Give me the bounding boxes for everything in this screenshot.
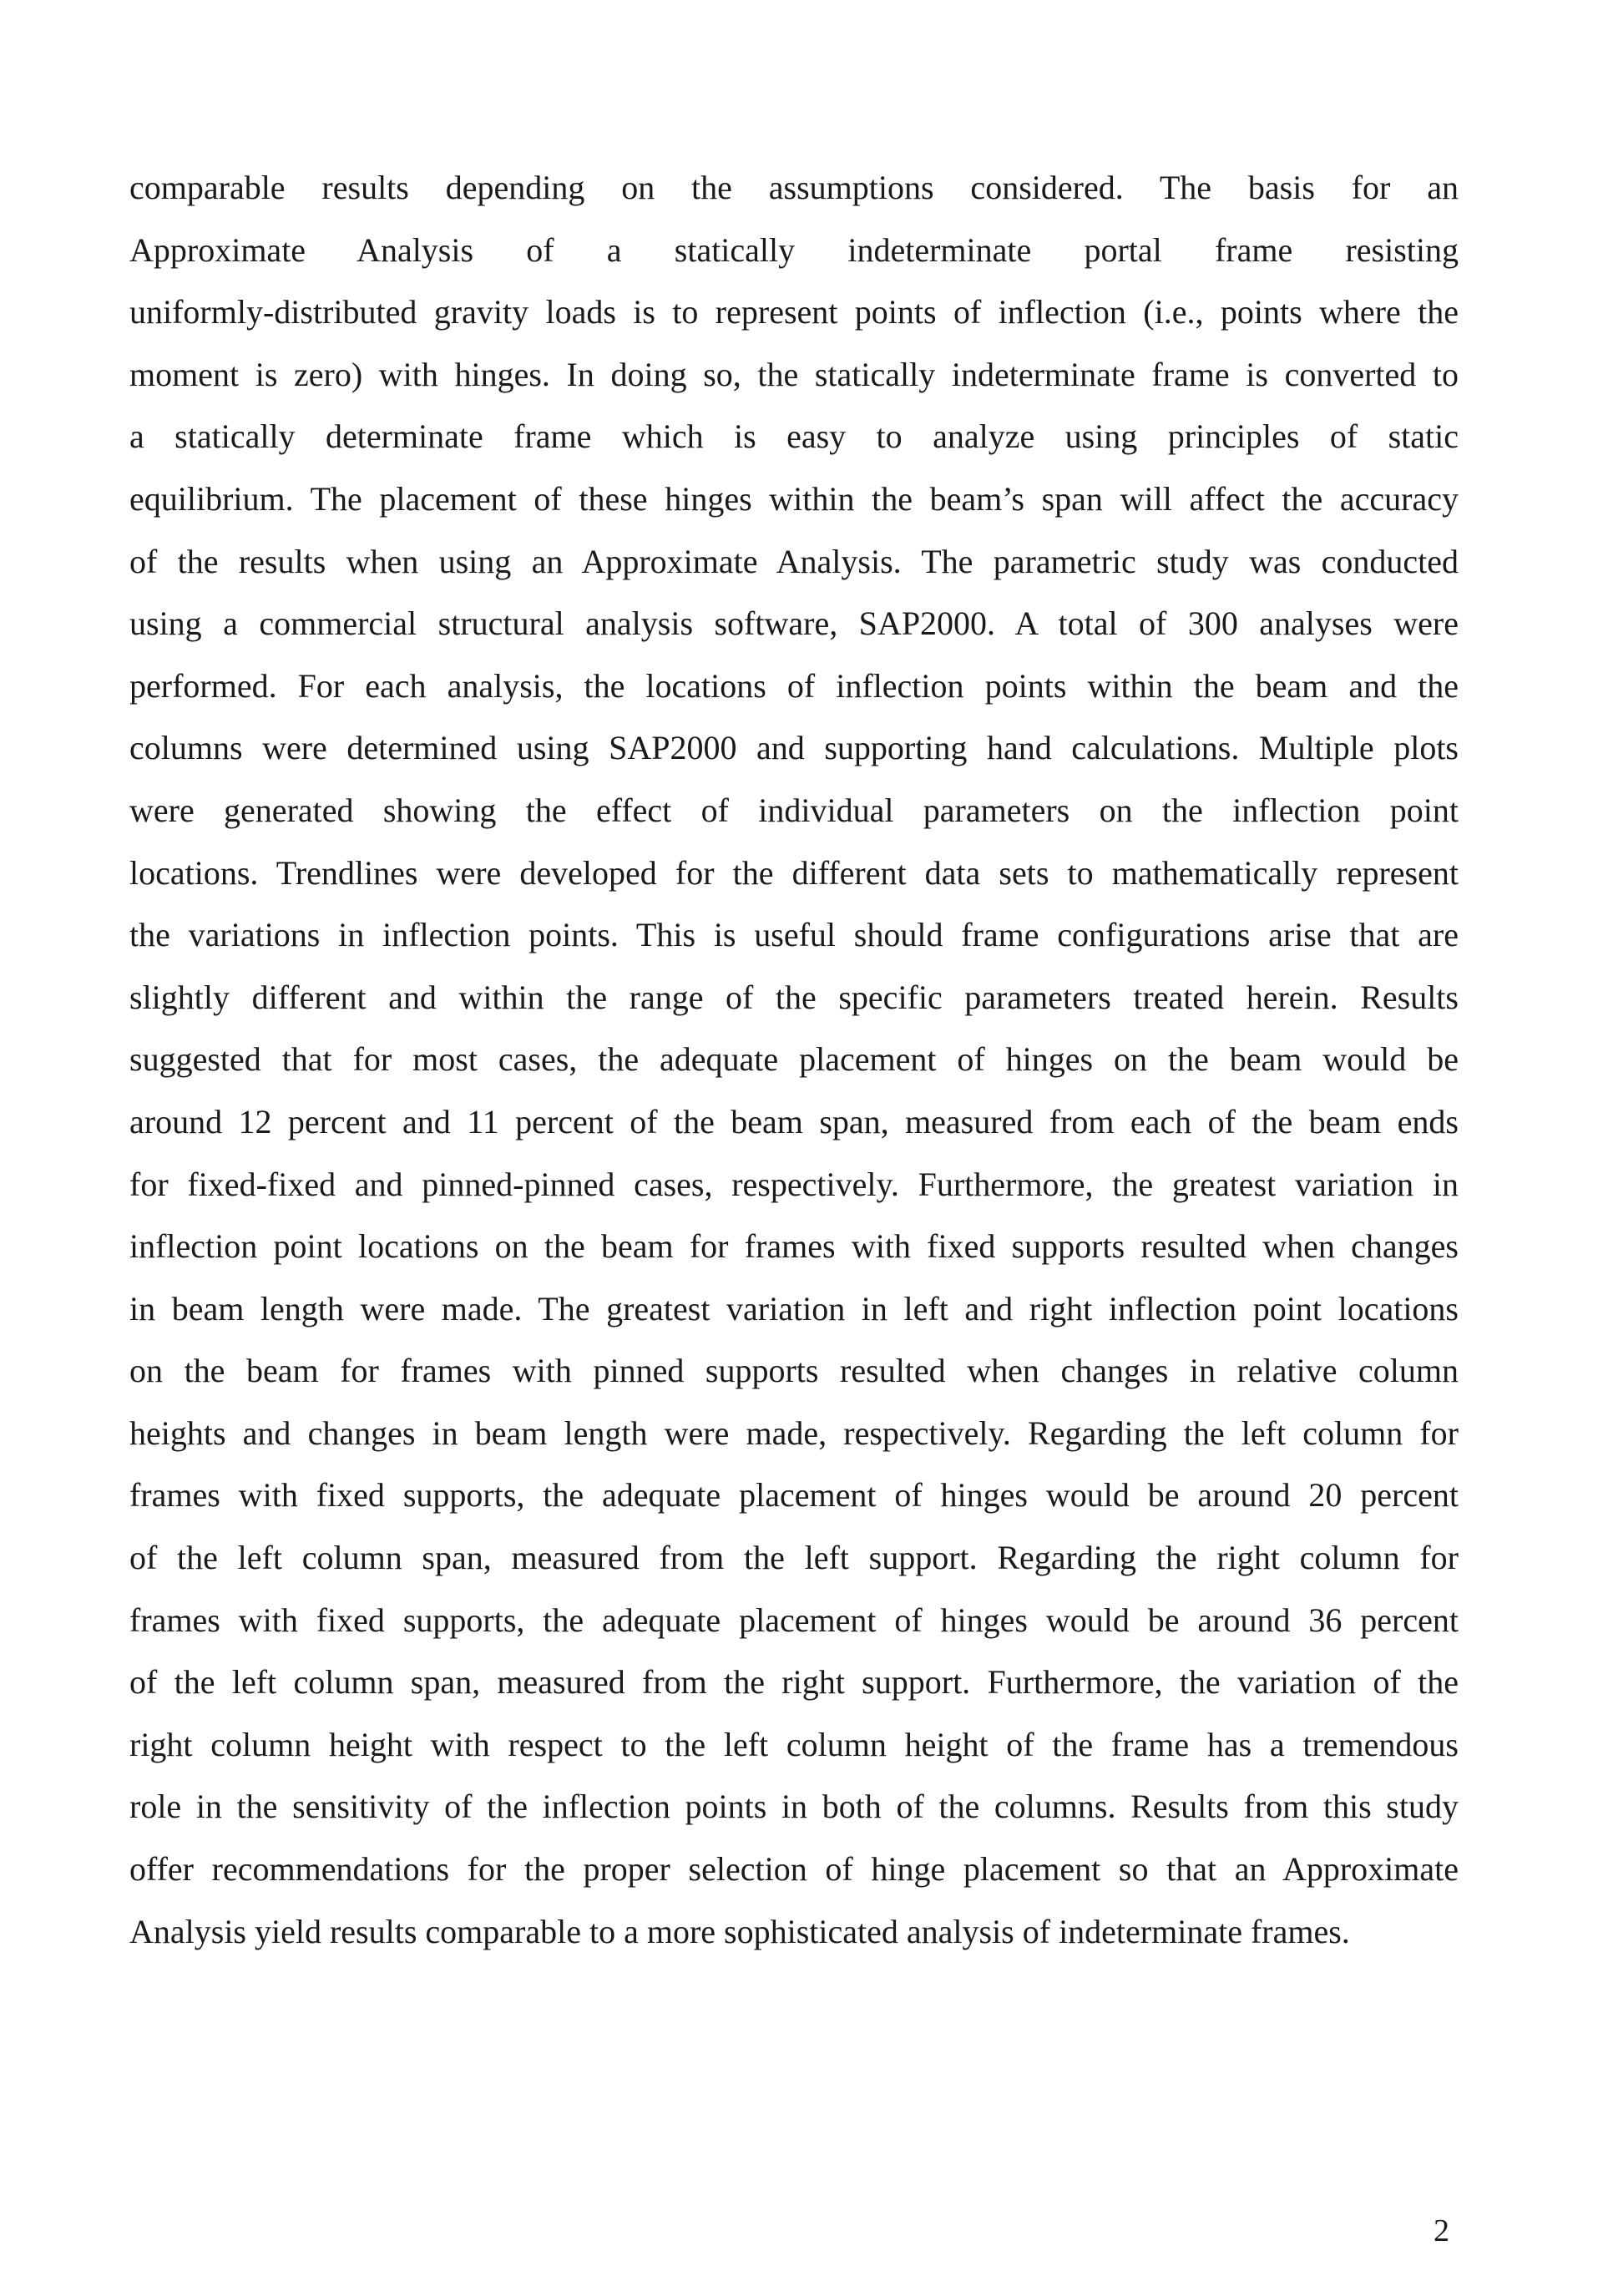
paragraph-line: a statically determinate frame which is easy to analyze using principles of static — [129, 417, 1459, 456]
paragraph-line: moment is zero) with hinges. In doing so, the statically indeterminate frame is converted to — [129, 355, 1459, 393]
paragraph-line: suggested that for most cases, the adequate placement of hinges on the beam would be — [129, 1040, 1459, 1079]
paragraph-line: frames with fixed supports, the adequate placement of hinges would be around 20 percent — [129, 1476, 1459, 1515]
paragraph-line: uniformly-distributed gravity loads is to represent points of inflection (i.e., points where the — [129, 293, 1459, 331]
paragraph-line: in beam length were made. The greatest variation in left and right inflection point locations — [129, 1289, 1459, 1328]
paragraph-line: heights and changes in beam length were made, respectively. Regarding the left column for — [129, 1414, 1459, 1452]
paragraph-line: frames with fixed supports, the adequate placement of hinges would be around 36 percent — [129, 1601, 1459, 1639]
paragraph-line: offer recommendations for the proper selection of hinge placement so that an Approximate — [129, 1850, 1459, 1889]
paragraph-line: equilibrium. The placement of these hinges within the beam’s span will affect the accuracy — [129, 479, 1459, 518]
paragraph-line: Analysis yield results comparable to a more sophisticated analysis of indeterminate frames. — [129, 1912, 1350, 1950]
paragraph-line: the variations in inflection points. This is useful should frame configurations arise that are — [129, 916, 1459, 954]
paragraph-line: for fixed-fixed and pinned-pinned cases, respectively. Furthermore, the greatest variation in — [129, 1165, 1459, 1203]
page-number: 2 — [1434, 2213, 1449, 2248]
paragraph-line: right column height with respect to the left column height of the frame has a tremendous — [129, 1725, 1459, 1763]
paragraph-line: locations. Trendlines were developed for the different data sets to mathematically represent — [129, 853, 1459, 892]
body-paragraph — [129, 157, 1459, 1963]
paragraph-line: Approximate Analysis of a statically indeterminate portal frame resisting — [129, 230, 1459, 269]
paragraph-line: performed. For each analysis, the locations of inflection points within the beam and the — [129, 666, 1459, 705]
paragraph-line: role in the sensitivity of the inflection points in both of the columns. Results from this study — [129, 1788, 1459, 1826]
paragraph-line: were generated showing the effect of individual parameters on the inflection point — [129, 791, 1459, 829]
paragraph-line: columns were determined using SAP2000 and supporting hand calculations. Multiple plots — [129, 729, 1459, 767]
paragraph-line: of the left column span, measured from the left support. Regarding the right column for — [129, 1539, 1459, 1577]
paragraph-line: of the results when using an Approximate Analysis. The parametric study was conducted — [129, 542, 1459, 580]
paragraph-line: inflection point locations on the beam for frames with fixed supports resulted when changes — [129, 1227, 1459, 1266]
paragraph-line: using a commercial structural analysis software, SAP2000. A total of 300 analyses were — [129, 604, 1459, 643]
paragraph-line: of the left column span, measured from the right support. Furthermore, the variation of the — [129, 1663, 1459, 1702]
paragraph-line: around 12 percent and 11 percent of the beam span, measured from each of the beam ends — [129, 1102, 1459, 1140]
paragraph-line: slightly different and within the range of the specific parameters treated herein. Results — [129, 978, 1459, 1016]
paragraph-line: comparable results depending on the assumptions considered. The basis for an — [129, 169, 1459, 206]
paragraph-line: on the beam for frames with pinned supports resulted when changes in relative column — [129, 1352, 1459, 1390]
